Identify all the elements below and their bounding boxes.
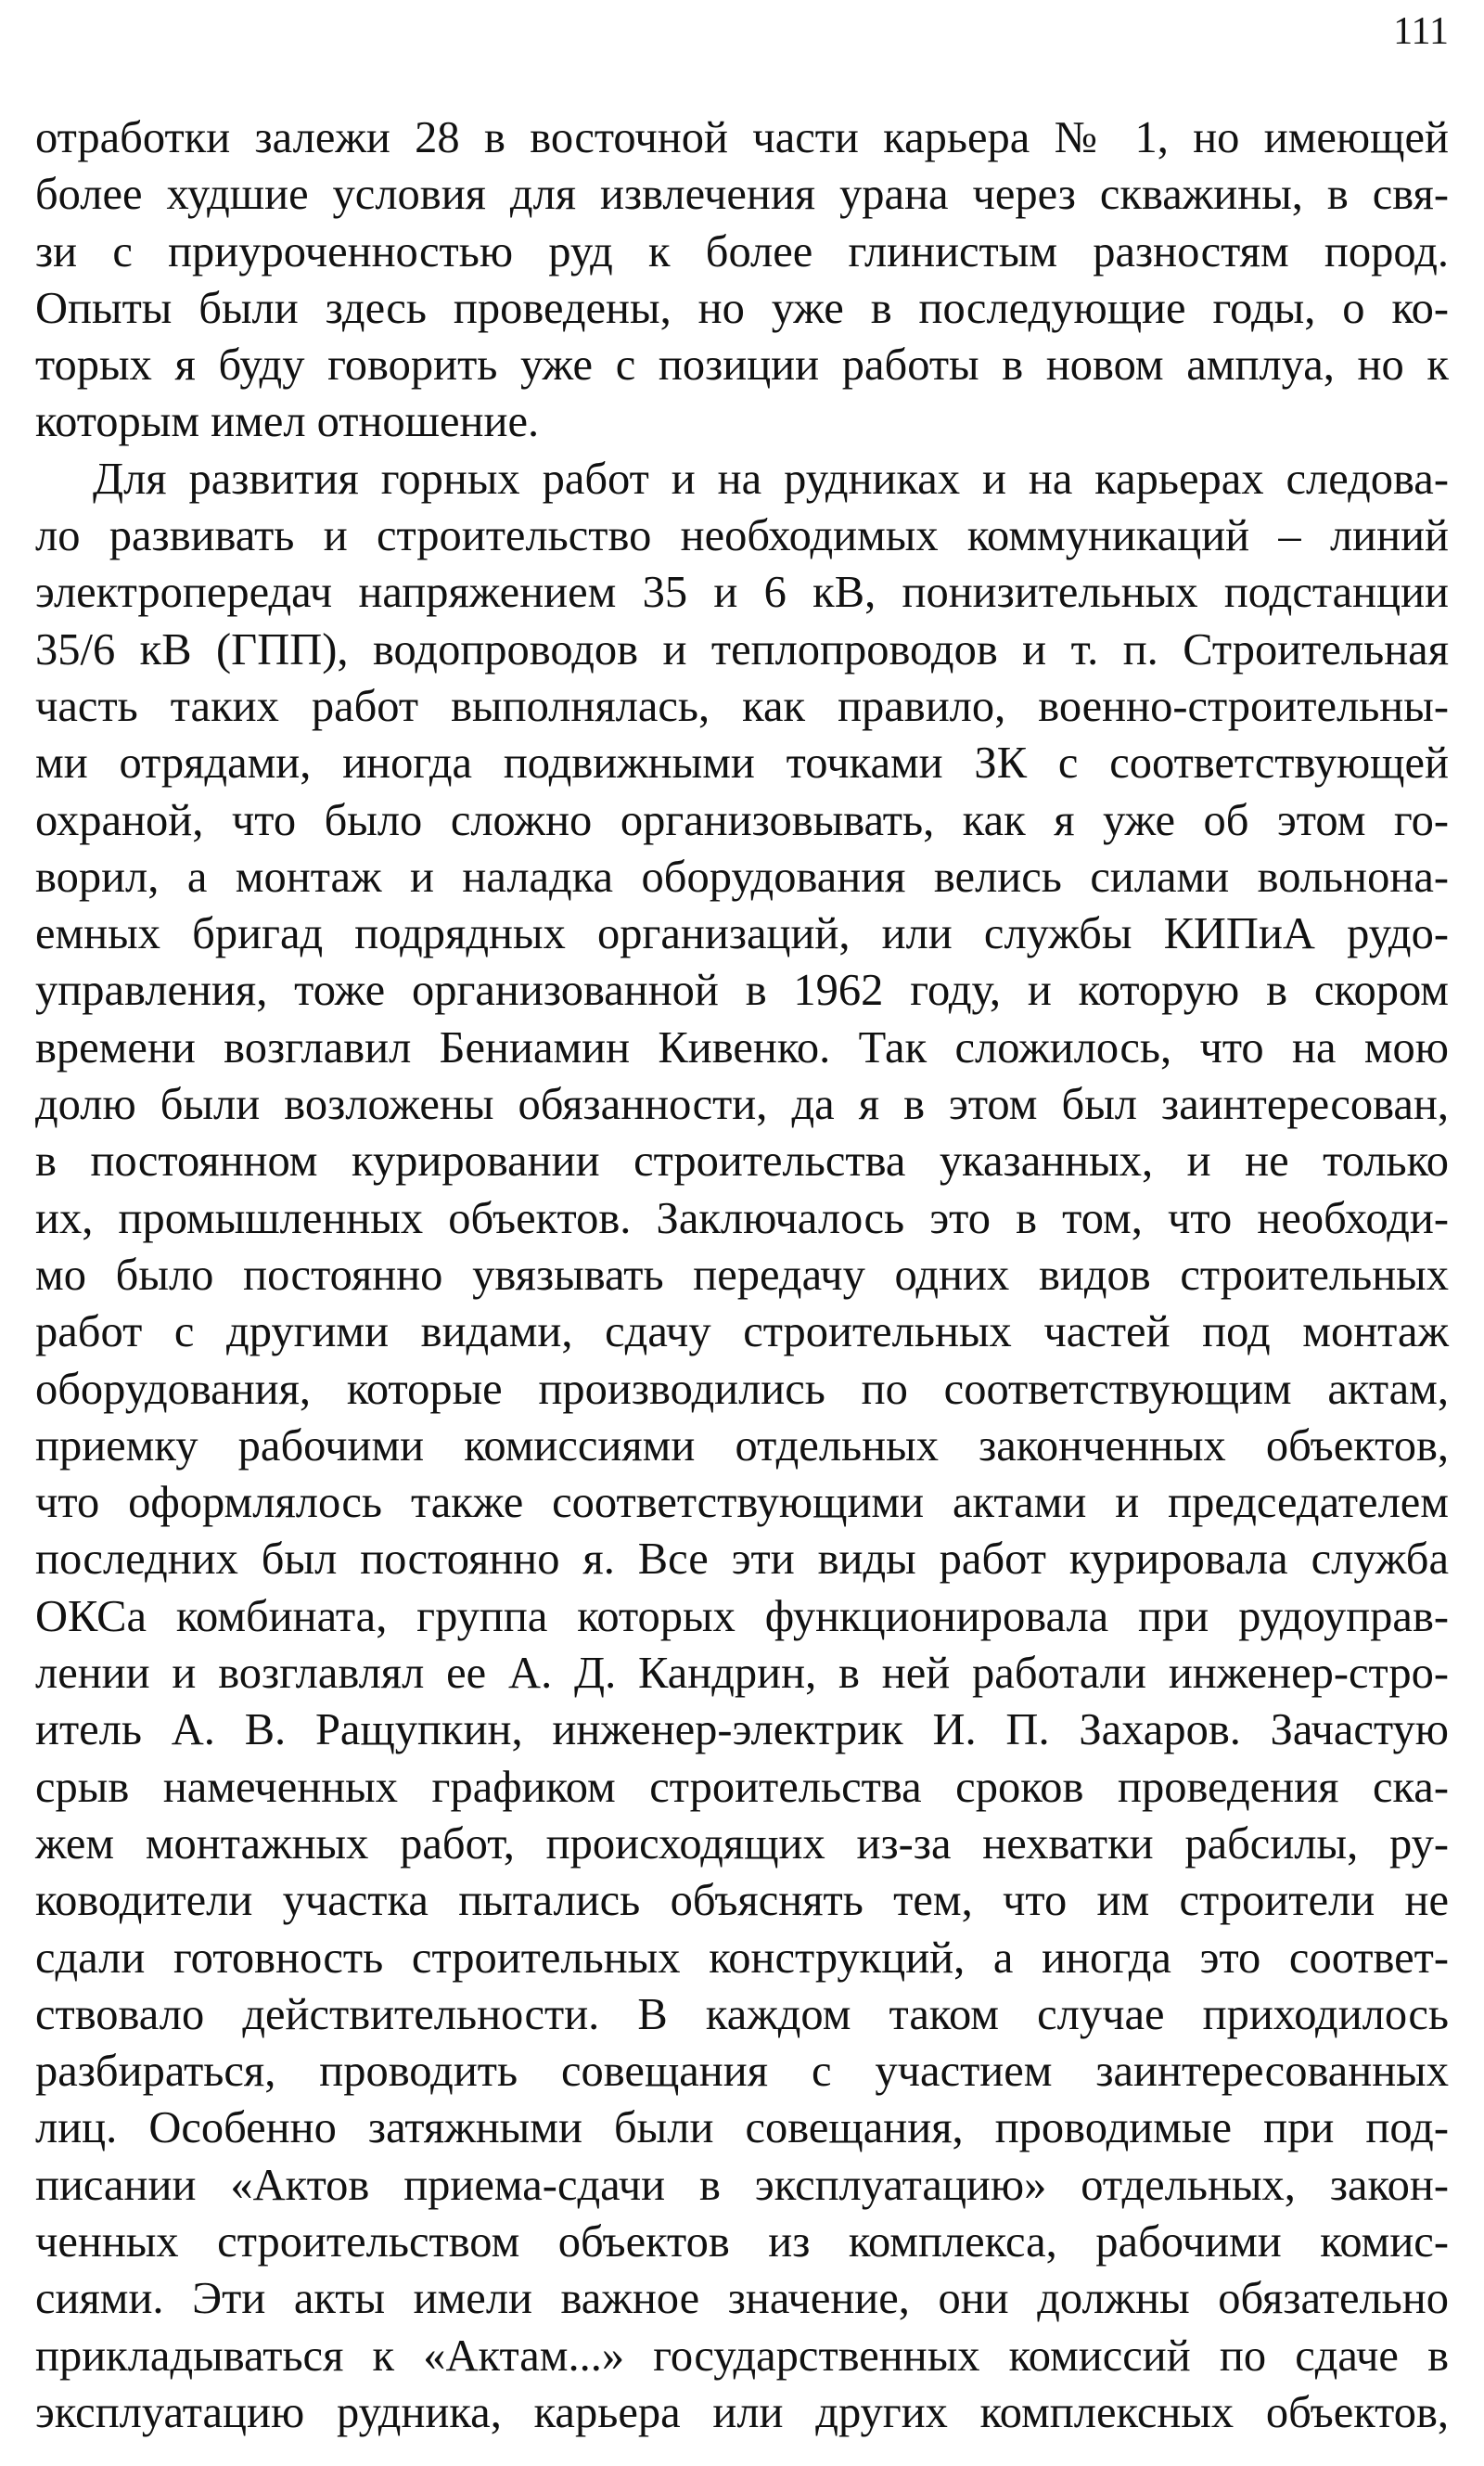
text-line: лении и возглавлял ее А. Д. Кандрин, в ней работали инженер-стро- <box>35 1649 1449 1699</box>
text-line: управления, тоже организованной в 1962 году, и которую в скором <box>35 966 1449 1016</box>
text-line: сдали готовность строительных конструкций, а иногда это соответ- <box>35 1933 1449 1983</box>
paragraph-first-line: Для развития горных работ и на рудниках и на карьерах следова- <box>93 454 1449 504</box>
text-line: ми отрядами, иногда подвижными точками ЗК с соответствующей <box>35 739 1449 789</box>
text-line: времени возглавил Бениамин Кивенко. Так сложилось, что на мою <box>35 1022 1449 1072</box>
text-line: 35/6 кВ (ГПП), водопроводов и теплопроводов и т. п. Строительная <box>35 624 1449 674</box>
text-line: мо было постоянно увязывать передачу одних видов строительных <box>35 1250 1449 1300</box>
text-line: которым имел отношение. <box>35 397 540 447</box>
text-line: приемку рабочими комиссиями отдельных законченных объектов, <box>35 1420 1449 1471</box>
text-line: долю были возложены обязанности, да я в этом был заинтересован, <box>35 1080 1449 1130</box>
text-line: Опыты были здесь проведены, но уже в последующие годы, о ко- <box>35 283 1449 333</box>
text-line: итель А. В. Ращупкин, инженер-электрик И. П. Захаров. Зачастую <box>35 1705 1449 1755</box>
text-line: лиц. Особенно затяжными были совещания, проводимые при под- <box>35 2103 1449 2153</box>
text-line: более худшие условия для извлечения урана через скважины, в свя- <box>35 170 1449 220</box>
text-line: писании «Актов приема-сдачи в эксплуатацию» отдельных, закон- <box>35 2160 1449 2210</box>
text-line: что оформлялось также соответствующими актами и председателем <box>35 1478 1449 1528</box>
text-line: часть таких работ выполнялась, как правило, военно-строительны- <box>35 681 1449 731</box>
text-line: прикладываться к «Актам...» государственных комиссий по сдаче в <box>35 2331 1449 2381</box>
text-line: электропередач напряжением 35 и 6 кВ, понизительных подстанции <box>35 568 1449 618</box>
text-line: зи с приуроченностью руд к более глинистым разностям пород. <box>35 226 1449 276</box>
text-line: оборудования, которые производились по соответствующим актам, <box>35 1364 1449 1414</box>
text-line: отработки залежи 28 в восточной части карьера № 1, но имеющей <box>35 113 1449 162</box>
text-line: ло развивать и строительство необходимых коммуникаций – линий <box>35 511 1449 561</box>
text-line: сиями. Эти акты имели важное значение, они должны обязательно <box>35 2274 1449 2324</box>
body-text <box>35 109 1449 2441</box>
text-line: ководители участка пытались объяснять тем, что им строители не <box>35 1876 1449 1926</box>
text-line: торых я буду говорить уже с позиции работы в новом амплуа, но к <box>35 340 1449 391</box>
text-line: ствовало действительности. В каждом таком случае приходилось <box>35 1989 1449 2039</box>
text-line: эксплуатацию рудника, карьера или других комплексных объектов, <box>35 2387 1449 2437</box>
text-line: ченных строительством объектов из комплекса, рабочими комис- <box>35 2216 1449 2267</box>
text-line: ОКСа комбината, группа которых функционировала при рудоуправ- <box>35 1591 1449 1641</box>
text-line: работ с другими видами, сдачу строительных частей под монтаж <box>35 1307 1449 1357</box>
text-line: емных бригад подрядных организаций, или службы КИПиА рудо- <box>35 909 1449 959</box>
page-number: 111 <box>1393 10 1449 53</box>
text-line: последних был постоянно я. Все эти виды работ курировала служба <box>35 1535 1449 1585</box>
text-line: охраной, что было сложно организовывать, как я уже об этом го- <box>35 795 1449 845</box>
text-line: ворил, а монтаж и наладка оборудования велись силами вольнона- <box>35 852 1449 902</box>
text-line: срыв намеченных графиком строительства сроков проведения ска- <box>35 1762 1449 1812</box>
text-line: в постоянном курировании строительства указанных, и не только <box>35 1137 1449 1187</box>
text-line: жем монтажных работ, происходящих из-за нехватки рабсилы, ру- <box>35 1818 1449 1869</box>
text-line: их, промышленных объектов. Заключалось это в том, что необходи- <box>35 1193 1449 1243</box>
text-line: разбираться, проводить совещания с участием заинтересованных <box>35 2047 1449 2097</box>
